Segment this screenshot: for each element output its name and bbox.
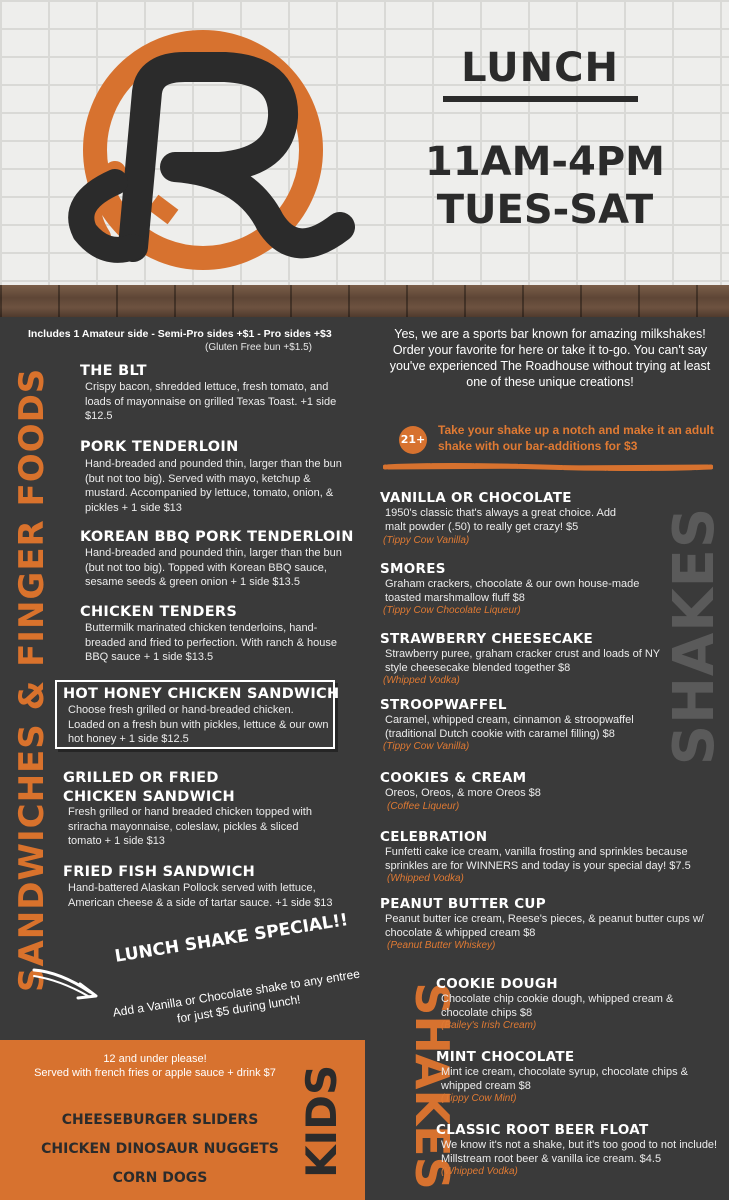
roadhouse-r-logo	[55, 22, 355, 282]
sides-note: Includes 1 Amateur side - Semi-Pro sides +$1 - Pro sides +$3	[28, 328, 332, 340]
menu-item-title: HOT HONEY CHICKEN SANDWICH	[63, 686, 340, 702]
shake-item-addition: (Tippy Cow Mint)	[441, 1093, 517, 1104]
brush-stroke-divider	[383, 462, 713, 472]
gluten-free-note: (Gluten Free bun +$1.5)	[205, 342, 313, 353]
hours-text: 11AM-4PM	[425, 139, 665, 185]
shake-item-addition: (Peanut Butter Whiskey)	[387, 940, 496, 951]
shake-item-desc: Strawberry puree, graham cracker crust and loads of NY style cheesecake blended together $8	[385, 648, 660, 674]
menu-item-desc: Hand-breaded and pounded thin, larger than the bun (but not too big). Topped with Korean BBQ sauce, sesame seeds & green onion + 1 side $13.5	[85, 547, 342, 588]
shake-item-title: COOKIES & CREAM	[380, 770, 527, 786]
shake-item-addition: (Bailey's Irish Cream)	[441, 1020, 537, 1031]
menu-item-desc: Crispy bacon, shredded lettuce, fresh tomato, and loads of mayonnaise on grilled Texas Toast. +1 side $12.5	[85, 381, 337, 422]
shake-special-title: LUNCH SHAKE SPECIAL!!	[113, 910, 350, 967]
shake-item-title: MINT CHOCOLATE	[436, 1049, 575, 1065]
shake-item-addition: (Tippy Cow Chocolate Liqueur)	[383, 605, 521, 616]
shake-item-addition: (Whipped Vodka)	[387, 873, 464, 884]
shake-item-desc: Oreos, Oreos, & more Oreos $8	[385, 787, 541, 799]
kids-note	[0, 1052, 310, 1080]
menu-item-title: PORK TENDERLOIN	[80, 439, 239, 455]
shake-item-title: SMORES	[380, 561, 446, 577]
curved-arrow-icon	[30, 962, 105, 1002]
sandwiches-category-label: SANDWICHES & FINGER FOODS	[12, 367, 52, 992]
shake-item-title: COOKIE DOUGH	[436, 976, 558, 992]
shakes-category-label-orange: SHAKES	[405, 982, 459, 1190]
age-21-badge: 21+	[399, 426, 427, 454]
kids-menu-item: CHEESEBURGER SLIDERS	[61, 1112, 259, 1128]
menu-item-desc: Hand-breaded and pounded thin, larger than the bun (but not too big). Served with mayo, ketchup & mustard. Accompanied by lettuce, tomato, onion, & pickles + 1 side $13	[85, 458, 342, 514]
shake-item-desc: Caramel, whipped cream, cinnamon & stroopwaffel (traditional Dutch cookie with caramel filling) $8	[385, 714, 634, 740]
shake-item-desc: 1950's classic that's always a great choice. Add malt powder (.50) to really get crazy! $5	[385, 507, 617, 533]
shake-item-desc: Funfetti cake ice cream, vanilla frosting and sprinkles because sprinkles are for WINNERS and today is your special day! $7.5	[385, 846, 691, 872]
kids-menu-item: CHICKEN DINOSAUR NUGGETS	[41, 1141, 279, 1157]
shake-special-desc: Add a Vanilla or Chocolate shake to any entree for just $5 during lunch!	[111, 966, 361, 1026]
shake-item-addition: (Coffee Liqueur)	[387, 801, 460, 812]
shake-item-addition: (Tippy Cow Vanilla)	[383, 535, 470, 546]
lunch-title: LUNCH	[461, 45, 619, 91]
title-underline	[443, 96, 638, 102]
menu-item-title: CHICKEN TENDERS	[80, 604, 238, 620]
shake-item-addition: (Whipped Vodka)	[383, 675, 460, 686]
shake-item-desc: Mint ice cream, chocolate syrup, chocolate chips & whipped cream $8	[441, 1066, 689, 1092]
menu-item-title: KOREAN BBQ PORK TENDERLOIN	[80, 529, 354, 545]
shakes-intro: Yes, we are a sports bar known for amazing milkshakes! Order your favorite for here or take it to-go. You can't say you've experienced The Roadhouse without trying at least one of these unique creations!	[389, 327, 711, 389]
menu-item-title: THE BLT	[80, 363, 147, 379]
shake-item-desc: Peanut butter ice cream, Reese's pieces, & peanut butter cups w/ chocolate & whipped cream $8	[385, 913, 704, 939]
shake-item-title: STRAWBERRY CHEESECAKE	[380, 631, 594, 647]
kids-served-note: Served with french fries or apple sauce + drink $7	[34, 1067, 276, 1079]
kids-age-note: 12 and under please!	[103, 1053, 207, 1065]
shake-item-desc: We know it's not a shake, but it's too good to not include! Millstream root beer & vanilla ice cream. $4.5	[441, 1139, 718, 1165]
adult-shake-note: Take your shake up a notch and make it an adult shake with our bar-additions for $3	[438, 423, 714, 453]
menu-item-desc: Fresh grilled or hand breaded chicken topped with sriracha mayonnaise, coleslaw, pickles & sliced tomato + 1 side $13	[68, 806, 312, 847]
shake-item-title: CELEBRATION	[380, 829, 488, 845]
menu-item-title: GRILLED OR FRIED CHICKEN SANDWICH	[63, 770, 235, 805]
shake-item-title: CLASSIC ROOT BEER FLOAT	[436, 1122, 649, 1138]
shakes-category-label: SHAKES	[662, 506, 727, 766]
menu-item-desc: Buttermilk marinated chicken tenderloins, hand-breaded and fried to perfection. With ranch & house BBQ sauce + 1 side $13.5	[85, 622, 337, 663]
menu-item-desc: Choose fresh grilled or hand-breaded chicken. Loaded on a fresh bun with pickles, lettuce & our own hot honey + 1 side $12.5	[68, 704, 329, 745]
header-banner	[0, 0, 729, 285]
shake-item-addition: (Tippy Cow Vanilla)	[383, 741, 470, 752]
days-text: TUES-SAT	[436, 187, 654, 233]
wood-divider	[0, 285, 729, 317]
menu-item-desc: Hand-battered Alaskan Pollock served with lettuce, American cheese & a side of tartar sauce. +1 side $13	[68, 882, 333, 909]
menu-item-title: FRIED FISH SANDWICH	[63, 864, 256, 880]
shake-item-addition: (Whipped Vodka)	[441, 1166, 518, 1177]
shake-item-desc: Chocolate chip cookie dough, whipped cream & chocolate chips $8	[441, 993, 674, 1019]
kids-menu-item: CORN DOGS	[112, 1170, 208, 1186]
shake-item-title: PEANUT BUTTER CUP	[380, 896, 546, 912]
kids-category-label: KIDS	[297, 1064, 346, 1178]
shake-item-title: VANILLA OR CHOCOLATE	[380, 490, 572, 506]
lunch-hours	[395, 138, 695, 234]
shake-item-desc: Graham crackers, chocolate & our own house-made toasted marshmallow fluff $8	[385, 578, 640, 604]
shake-item-title: STROOPWAFFEL	[380, 697, 507, 713]
